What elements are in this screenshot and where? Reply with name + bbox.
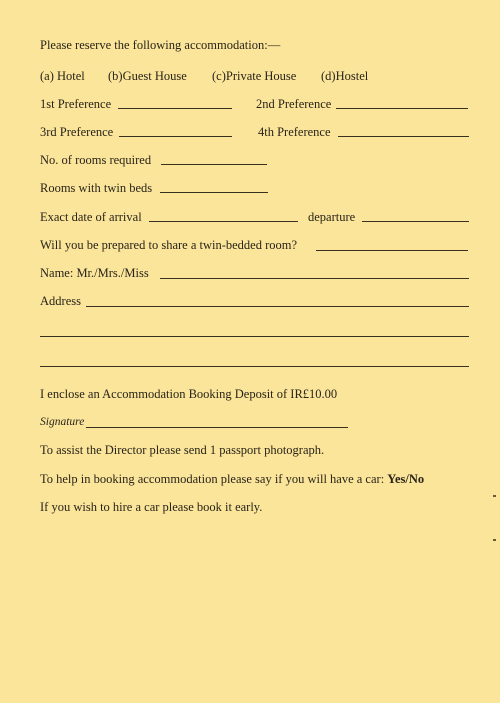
- arrival-label: Exact date of arrival: [40, 210, 142, 224]
- third-preference-label: 3rd Preference: [40, 125, 114, 139]
- name-label: Name: Mr./Mrs./Miss: [40, 266, 149, 280]
- third-preference-field[interactable]: [119, 136, 232, 137]
- departure-label: departure: [308, 210, 356, 224]
- option-hostel[interactable]: (d)Hostel: [321, 69, 369, 83]
- signature-label: Signature: [40, 416, 85, 428]
- edge-mark: [493, 495, 496, 497]
- intro-text: Please reserve the following accommodation:—: [40, 38, 281, 52]
- second-preference-field[interactable]: [336, 108, 468, 109]
- signature-field[interactable]: [86, 427, 348, 428]
- option-hotel[interactable]: (a) Hotel: [40, 69, 85, 83]
- first-preference-field[interactable]: [118, 108, 232, 109]
- car-answer-choice[interactable]: Yes/No: [387, 472, 425, 486]
- edge-mark: [493, 539, 496, 541]
- car-question: [40, 472, 424, 486]
- address-label: Address: [40, 294, 81, 308]
- twin-beds-label: Rooms with twin beds: [40, 181, 153, 195]
- car-question-text: To help in booking accommodation please say if you will have a car:: [40, 472, 385, 486]
- option-guest-house[interactable]: (b)Guest House: [108, 69, 187, 83]
- rooms-required-label: No. of rooms required: [40, 153, 152, 167]
- fourth-preference-label: 4th Preference: [258, 125, 331, 139]
- name-field[interactable]: [160, 278, 469, 279]
- address-field-line-3[interactable]: [40, 366, 469, 367]
- hire-note: If you wish to hire a car please book it early.: [40, 500, 263, 514]
- twin-beds-field[interactable]: [160, 192, 268, 193]
- address-field-line-2[interactable]: [40, 336, 469, 337]
- share-room-label: Will you be prepared to share a twin-bedded room?: [40, 238, 298, 252]
- second-preference-label: 2nd Preference: [256, 97, 332, 111]
- first-preference-label: 1st Preference: [40, 97, 112, 111]
- fourth-preference-field[interactable]: [338, 136, 469, 137]
- option-private-house[interactable]: (c)Private House: [212, 69, 297, 83]
- address-field-line-1[interactable]: [86, 306, 469, 307]
- rooms-required-field[interactable]: [161, 164, 267, 165]
- photo-instruction: To assist the Director please send 1 passport photograph.: [40, 443, 325, 457]
- arrival-field[interactable]: [149, 221, 298, 222]
- share-room-field[interactable]: [316, 250, 468, 251]
- departure-field[interactable]: [362, 221, 469, 222]
- deposit-text: I enclose an Accommodation Booking Deposit of IR£10.00: [40, 387, 338, 401]
